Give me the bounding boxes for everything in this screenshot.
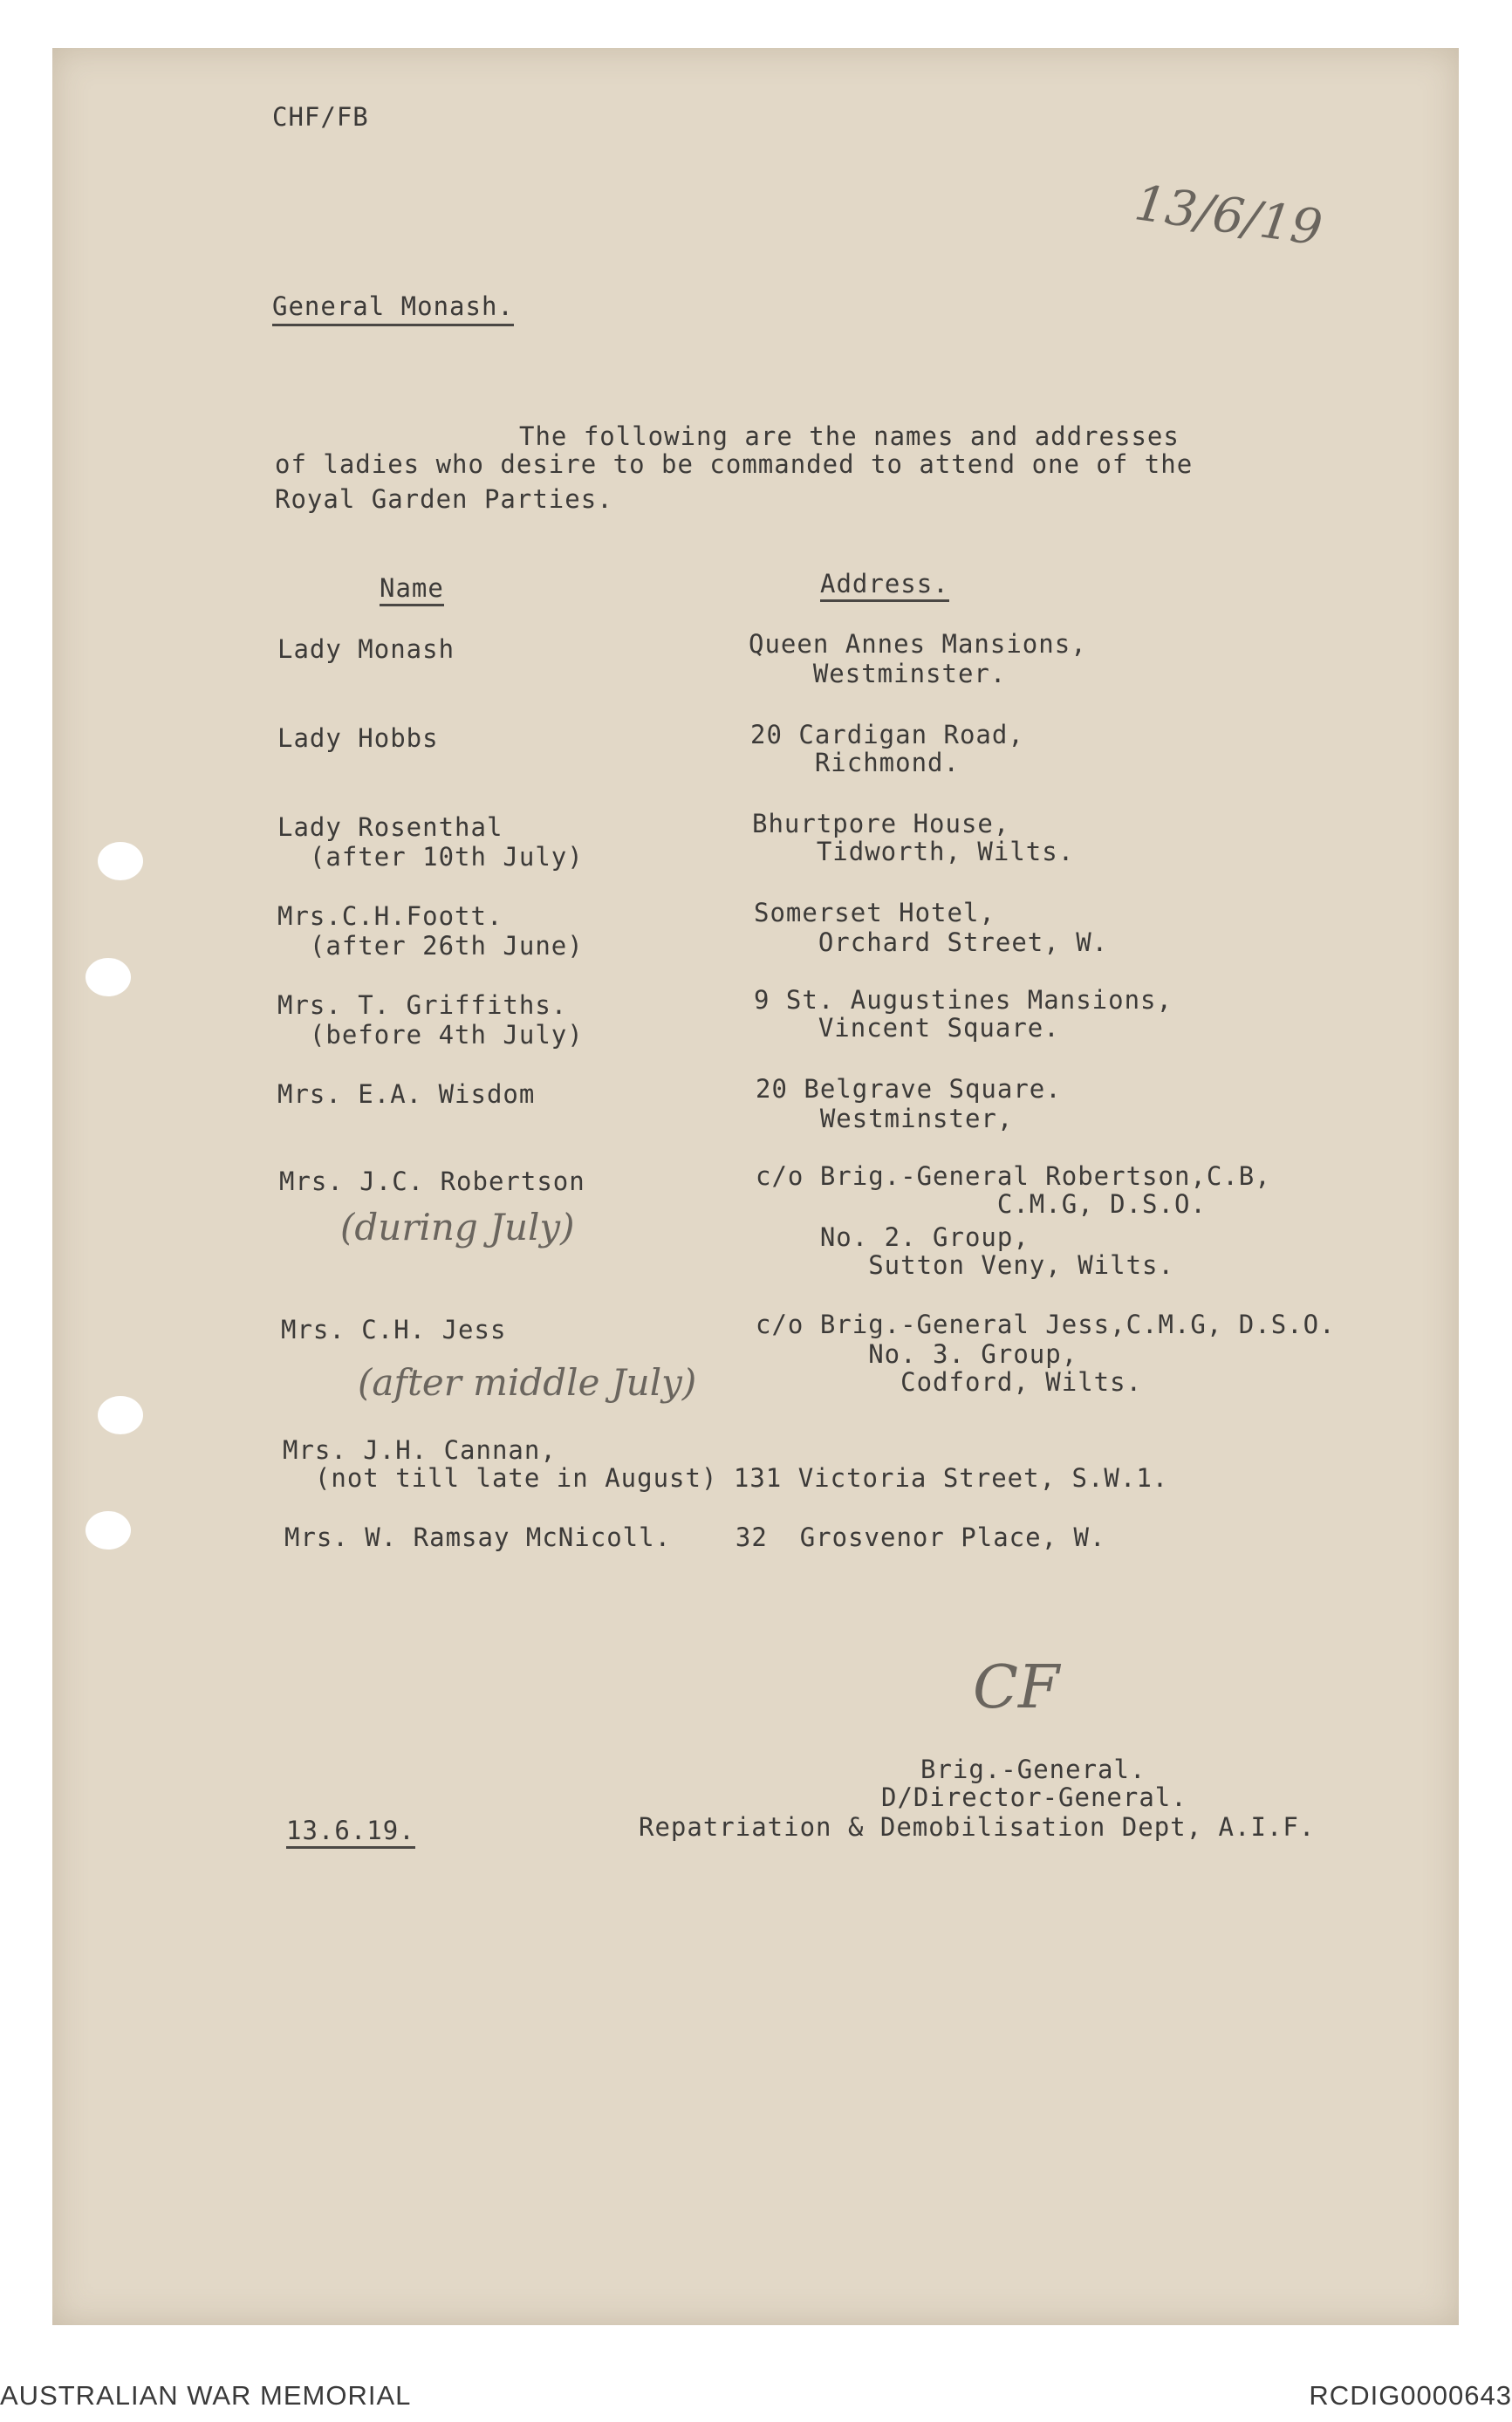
punch-hole	[98, 1396, 143, 1434]
entry-name: (after 10th July)	[277, 842, 584, 872]
entry-address: Somerset Hotel,	[754, 898, 995, 927]
entry-name: Lady Hobbs	[277, 723, 439, 753]
entry-address: Codford, Wilts.	[756, 1367, 1143, 1397]
entry-address: 20 Cardigan Road,	[750, 720, 1024, 749]
entry-address: No. 2. Group,	[756, 1222, 1030, 1252]
entry-address: Westminster,	[756, 1104, 1014, 1133]
entry-name: Lady Rosenthal	[277, 812, 503, 842]
entry-mcnicoll: Mrs. W. Ramsay McNicoll. 32 Grosvenor Place, W.	[284, 1522, 1106, 1552]
entry-name: (before 4th July)	[277, 1020, 584, 1050]
entry-address: Orchard Street, W.	[754, 927, 1109, 957]
signature-rank: Brig.-General.	[920, 1755, 1146, 1784]
handwritten-date: 13/6/19	[1131, 174, 1326, 257]
entry-address: Westminster.	[749, 659, 1007, 688]
entry-name: Mrs. C.H. Jess	[281, 1315, 507, 1344]
intro-line-2: of ladies who desire to be commanded to attend one of the	[275, 449, 1194, 479]
entry-cannan-line-2: (not till late in August) 131 Victoria Street, S.W.1.	[283, 1463, 1169, 1493]
punch-hole	[98, 842, 143, 880]
entry-address: c/o Brig.-General Robertson,C.B,	[756, 1161, 1271, 1191]
entry-address: 20 Belgrave Square.	[756, 1074, 1062, 1104]
entry-name: Mrs. E.A. Wisdom	[277, 1079, 536, 1109]
reference-code: CHF/FB	[272, 102, 369, 132]
signature-dept: Repatriation & Demobilisation Dept, A.I.F.	[639, 1812, 1316, 1842]
entry-address: C.M.G, D.S.O.	[756, 1189, 1207, 1219]
typed-date: 13.6.19.	[286, 1816, 415, 1849]
entry-address: No. 3. Group,	[756, 1339, 1078, 1369]
entry-address: Richmond.	[750, 748, 960, 777]
entry-address: Tidworth, Wilts.	[752, 837, 1075, 866]
footer-archive-name: AUSTRALIAN WAR MEMORIAL	[0, 2380, 412, 2411]
entry-address: Sutton Veny, Wilts.	[756, 1250, 1174, 1280]
handwritten-note-robertson: (during July)	[340, 1206, 575, 1249]
handwritten-initials: CF	[973, 1653, 1060, 1722]
entry-address: Bhurtpore House,	[752, 809, 1010, 838]
entry-cannan-line-1: Mrs. J.H. Cannan,	[283, 1435, 557, 1465]
entry-name: (after 26th June)	[277, 931, 584, 961]
footer-item-id: RCDIG0000643	[1309, 2380, 1512, 2411]
name-header: Name	[380, 574, 444, 606]
intro-line-1: The following are the names and addresses	[519, 421, 1180, 451]
entry-address: 9 St. Augustines Mansions,	[754, 985, 1173, 1015]
address-header: Address.	[820, 570, 949, 602]
addressee: General Monash.	[272, 292, 514, 326]
entry-name: Mrs. J.C. Robertson	[279, 1167, 585, 1196]
signature-title: D/Director-General.	[881, 1782, 1187, 1812]
punch-hole	[86, 958, 131, 996]
entry-address: Queen Annes Mansions,	[749, 629, 1087, 659]
punch-hole	[86, 1511, 131, 1550]
intro-line-3: Royal Garden Parties.	[275, 484, 613, 514]
entry-name: Lady Monash	[277, 634, 455, 664]
entry-name: Mrs.C.H.Foott.	[277, 901, 503, 931]
handwritten-note-jess: (after middle July)	[358, 1361, 697, 1404]
entry-name: Mrs. T. Griffiths.	[277, 990, 568, 1020]
entry-address: c/o Brig.-General Jess,C.M.G, D.S.O.	[756, 1310, 1336, 1339]
entry-address: Vincent Square.	[754, 1013, 1060, 1043]
